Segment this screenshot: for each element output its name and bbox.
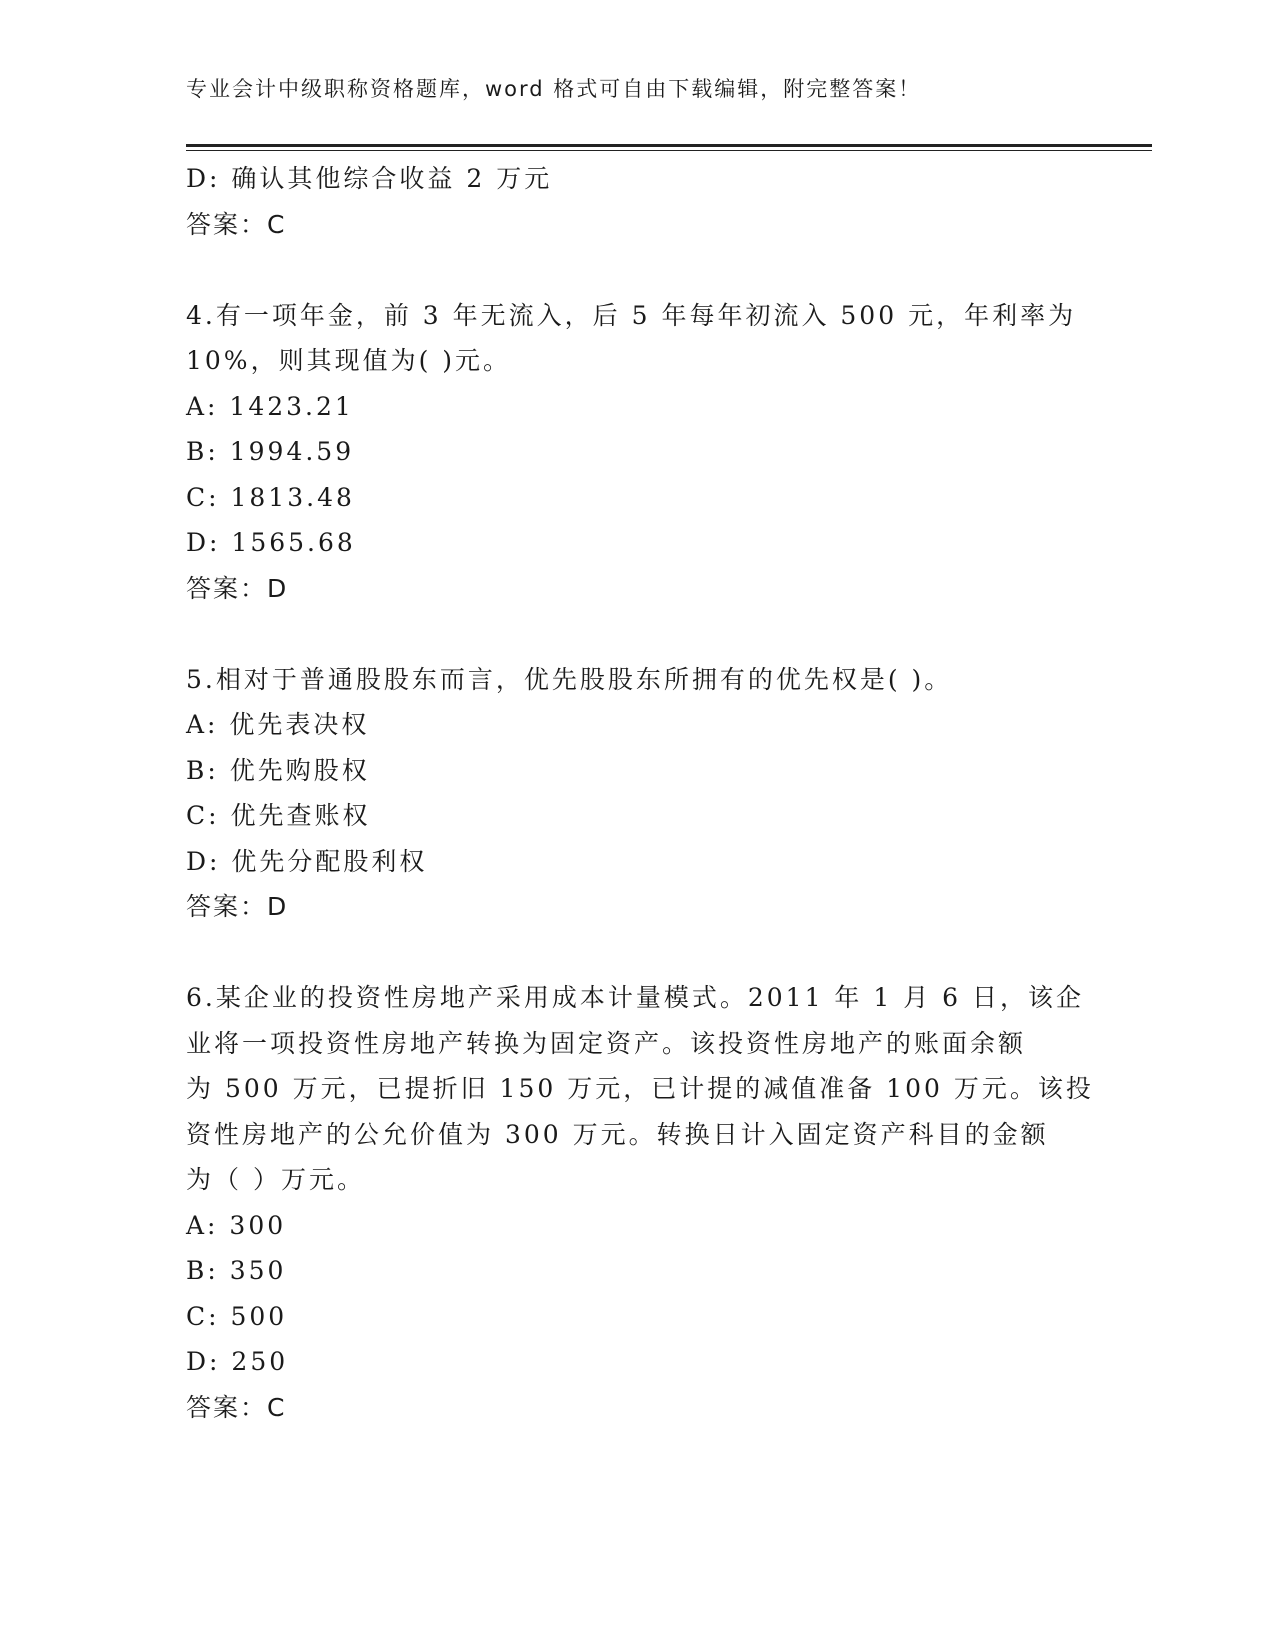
document-body — [186, 156, 1094, 1430]
option-d: D: 1565.68 — [186, 528, 356, 557]
option-c: C: 500 — [186, 1301, 288, 1331]
option-b: B: 350 — [186, 1256, 287, 1285]
prev-answer: 答案：C — [186, 209, 287, 239]
question-stem: 为 500 万元，已提折旧 150 万元，已计提的减值准备 100 万元。该投 — [186, 1074, 1094, 1103]
question-4 — [186, 293, 1086, 612]
option-c: C: 1813.48 — [186, 482, 355, 512]
spacer — [186, 247, 1086, 293]
question-stem: 4.有一项年金，前 3 年无流入，后 5 年每年初流入 500 元，年利率为 — [186, 300, 1077, 330]
option-d: D: 250 — [186, 1347, 289, 1376]
spacer — [186, 930, 1086, 976]
option-a: A: 1423.21 — [186, 391, 354, 421]
question-5 — [186, 657, 1086, 930]
question-stem: 业将一项投资性房地产转换为固定资产。该投资性房地产的账面余额 — [186, 1028, 1027, 1058]
option-b: B: 优先购股权 — [186, 755, 370, 785]
prev-option-d: D: 确认其他综合收益 2 万元 — [186, 164, 553, 193]
answer: 答案：D — [186, 892, 289, 921]
answer: 答案：D — [186, 573, 289, 603]
header-rule — [186, 144, 1152, 151]
option-d: D: 优先分配股利权 — [186, 846, 428, 876]
question-stem: 5.相对于普通股股东而言，优先股股东所拥有的优先权是( )。 — [186, 664, 953, 694]
option-a: A: 300 — [186, 1210, 287, 1240]
option-b: B: 1994.59 — [186, 437, 355, 466]
question-stem: 为（ ）万元。 — [186, 1165, 365, 1194]
answer: 答案：C — [186, 1392, 287, 1422]
page-header: 专业会计中级职称资格题库，word 格式可自由下载编辑，附完整答案！ — [186, 77, 922, 101]
question-stem: 10%，则其现值为( )元。 — [186, 346, 512, 375]
question-6 — [186, 975, 1094, 1430]
option-c: C: 优先查账权 — [186, 801, 371, 830]
question-stem: 资性房地产的公允价值为 300 万元。转换日计入固定资产科目的金额 — [186, 1119, 1049, 1149]
spacer — [186, 611, 1086, 657]
option-a: A: 优先表决权 — [186, 710, 370, 739]
question-stem: 6.某企业的投资性房地产采用成本计量模式。2011 年 1 月 6 日，该企 — [186, 983, 1085, 1012]
